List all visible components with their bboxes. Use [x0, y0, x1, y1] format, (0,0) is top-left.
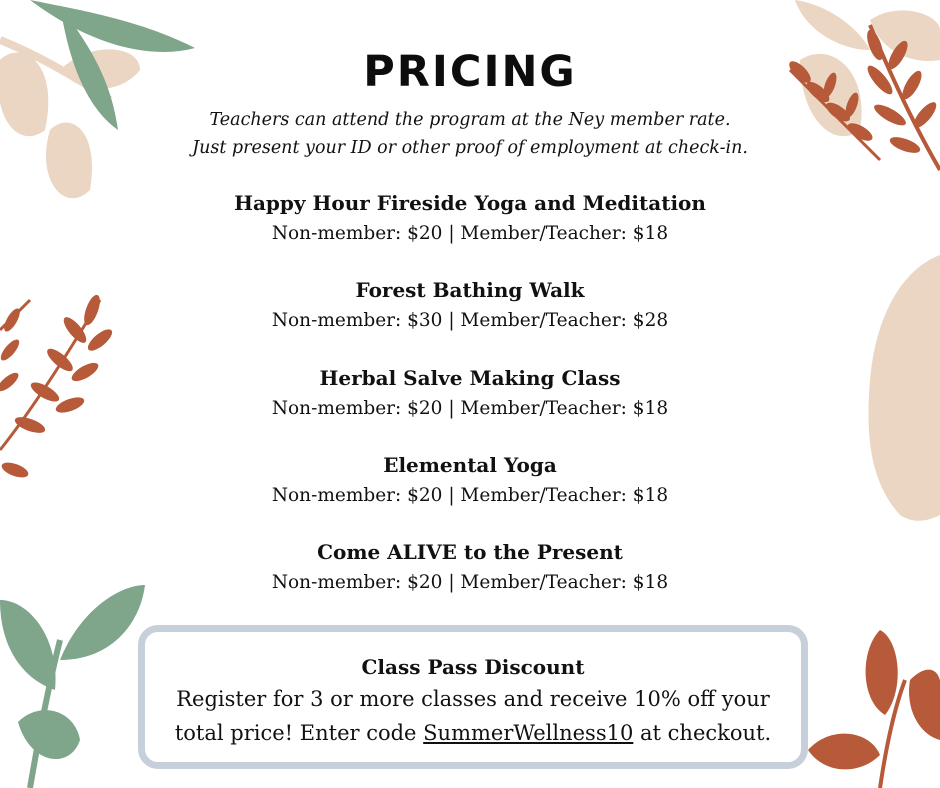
class-price: Non-member: $20 | Member/Teacher: $18 — [271, 398, 669, 419]
promo-code: SummerWellness10 — [423, 721, 634, 745]
class-price: Non-member: $30 | Member/Teacher: $28 — [271, 310, 669, 331]
class-price: Non-member: $20 | Member/Teacher: $18 — [271, 223, 669, 244]
class-name: Forest Bathing Walk — [355, 278, 585, 302]
class-price: Non-member: $20 | Member/Teacher: $18 — [271, 485, 669, 506]
discount-line-2-start: total price! Enter code — [174, 721, 424, 745]
class-forest-bathing — [0, 275, 940, 337]
class-name: Elemental Yoga — [383, 453, 557, 477]
class-herbal-salve — [0, 363, 940, 425]
page-title: PRICING — [363, 47, 577, 97]
class-price: Non-member: $20 | Member/Teacher: $18 — [271, 572, 669, 593]
class-elemental-yoga — [0, 450, 940, 512]
teacher-note-line-1: Teachers can attend the program at the Ney member rate. — [209, 110, 731, 130]
discount-line-2-end: at checkout. — [633, 721, 772, 745]
class-come-alive — [0, 537, 940, 599]
class-name: Happy Hour Fireside Yoga and Meditation — [234, 191, 706, 215]
teacher-note-line-2: Just present your ID or other proof of employment at check-in. — [192, 138, 748, 158]
class-name: Herbal Salve Making Class — [319, 366, 621, 390]
discount-title: Class Pass Discount — [361, 655, 585, 679]
class-happy-hour-yoga — [0, 188, 940, 250]
class-pass-discount-box — [138, 625, 808, 769]
class-name: Come ALIVE to the Present — [317, 540, 623, 564]
teacher-note — [0, 106, 940, 162]
discount-line-1: Register for 3 or more classes and receive 10% off your — [176, 687, 770, 711]
discount-line-2 — [145, 716, 801, 750]
